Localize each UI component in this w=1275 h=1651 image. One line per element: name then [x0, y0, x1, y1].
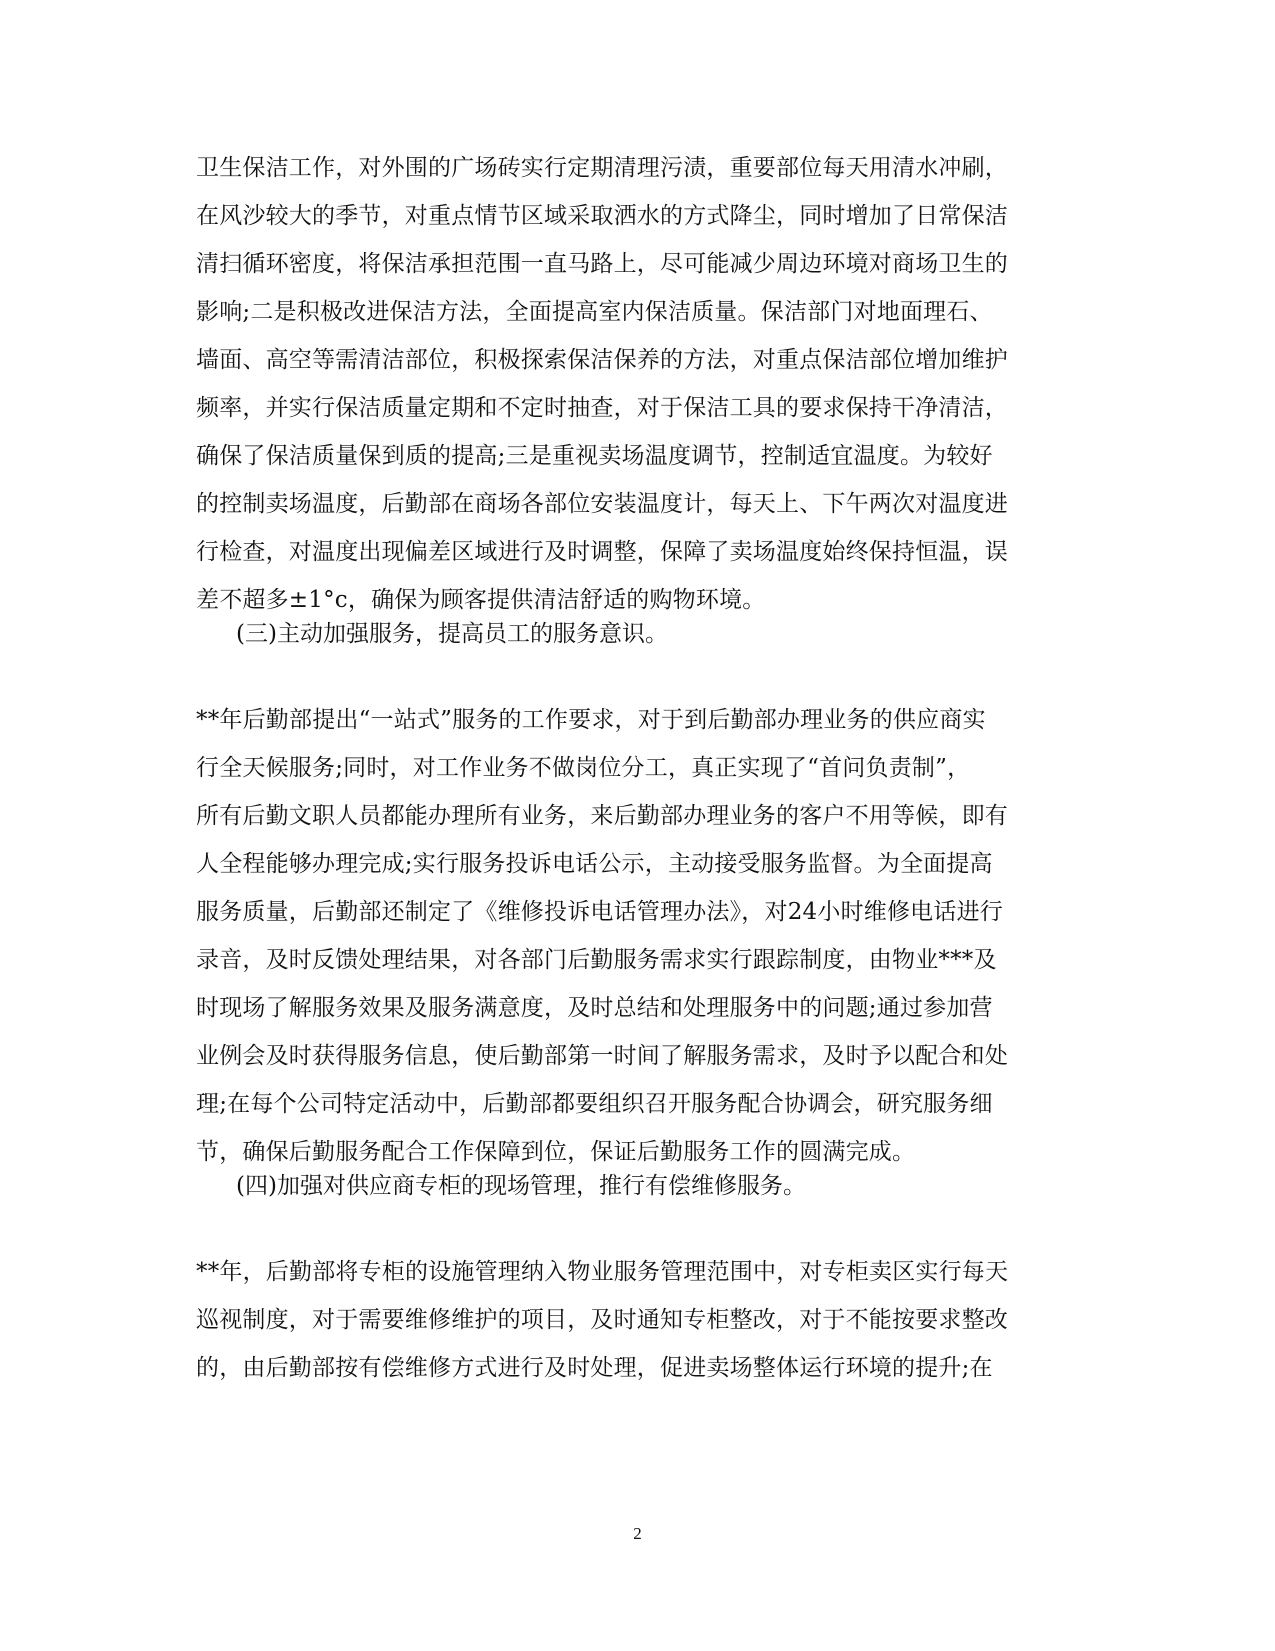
text-line: 巡视制度，对于需要维修维护的项目，及时通知专柜整改，对于不能按要求整改 [196, 1307, 1008, 1333]
text-line: 业例会及时获得服务信息，使后勤部第一时间了解服务需求，及时予以配合和处 [196, 1043, 1008, 1069]
page-number: 2 [633, 1524, 642, 1543]
text-line: 差不超多±1°c，确保为顾客提供清洁舒适的购物环境。 [196, 587, 766, 613]
text-line: 影响;二是积极改进保洁方法，全面提高室内保洁质量。保洁部门对地面理石、 [196, 299, 993, 325]
text-line: 的控制卖场温度，后勤部在商场各部位安装温度计，每天上、下午两次对温度进 [196, 491, 1008, 517]
paragraph-sanitation [196, 144, 1078, 624]
paragraph-service [196, 696, 1078, 1176]
text-line: 清扫循环密度，将保洁承担范围一直马路上，尽可能减少周边环境对商场卫生的 [196, 251, 1008, 277]
text-line: **年后勤部提出“一站式”服务的工作要求，对于到后勤部办理业务的供应商实 [196, 707, 986, 733]
text-line: 行全天候服务;同时，对工作业务不做岗位分工，真正实现了“首问负责制”， [196, 755, 971, 781]
text-line: 在风沙较大的季节，对重点情节区域采取洒水的方式降尘，同时增加了日常保洁 [196, 203, 1008, 229]
text-line: 服务质量，后勤部还制定了《维修投诉电话管理办法》，对24小时维修电话进行 [196, 899, 1003, 925]
text-line: 墙面、高空等需清洁部位，积极探索保洁保养的方法，对重点保洁部位增加维护 [196, 347, 1008, 373]
text-line: 确保了保洁质量保到质的提高;三是重视卖场温度调节，控制适宜温度。为较好 [196, 443, 993, 469]
text-line: 录音，及时反馈处理结果，对各部门后勤服务需求实行跟踪制度，由物业***及 [196, 947, 997, 973]
text-line: 行检查，对温度出现偏差区域进行及时调整，保障了卖场温度始终保持恒温，误 [196, 539, 1008, 565]
text-line: 理;在每个公司特定活动中，后勤部都要组织召开服务配合协调会，研究服务细 [196, 1091, 993, 1117]
text-line: 的，由后勤部按有偿维修方式进行及时处理，促进卖场整体运行环境的提升;在 [196, 1355, 993, 1381]
section-heading-3: (三)主动加强服务，提高员工的服务意识。 [236, 621, 668, 647]
text-line: 时现场了解服务效果及服务满意度，及时总结和处理服务中的问题;通过参加营 [196, 995, 993, 1021]
paragraph-counter-management [196, 1248, 1078, 1392]
text-line: 卫生保洁工作，对外围的广场砖实行定期清理污渍，重要部位每天用清水冲刷， [196, 155, 1008, 181]
section-heading-4: (四)加强对供应商专柜的现场管理，推行有偿维修服务。 [236, 1173, 806, 1199]
text-line: **年，后勤部将专柜的设施管理纳入物业服务管理范围中，对专柜卖区实行每天 [196, 1259, 1009, 1285]
text-line: 所有后勤文职人员都能办理所有业务，来后勤部办理业务的客户不用等候，即有 [196, 803, 1008, 829]
text-line: 频率，并实行保洁质量定期和不定时抽查，对于保洁工具的要求保持干净清洁， [196, 395, 1008, 421]
text-line: 人全程能够办理完成;实行服务投诉电话公示，主动接受服务监督。为全面提高 [196, 851, 993, 877]
text-line: 节，确保后勤服务配合工作保障到位，保证后勤服务工作的圆满完成。 [196, 1139, 916, 1165]
